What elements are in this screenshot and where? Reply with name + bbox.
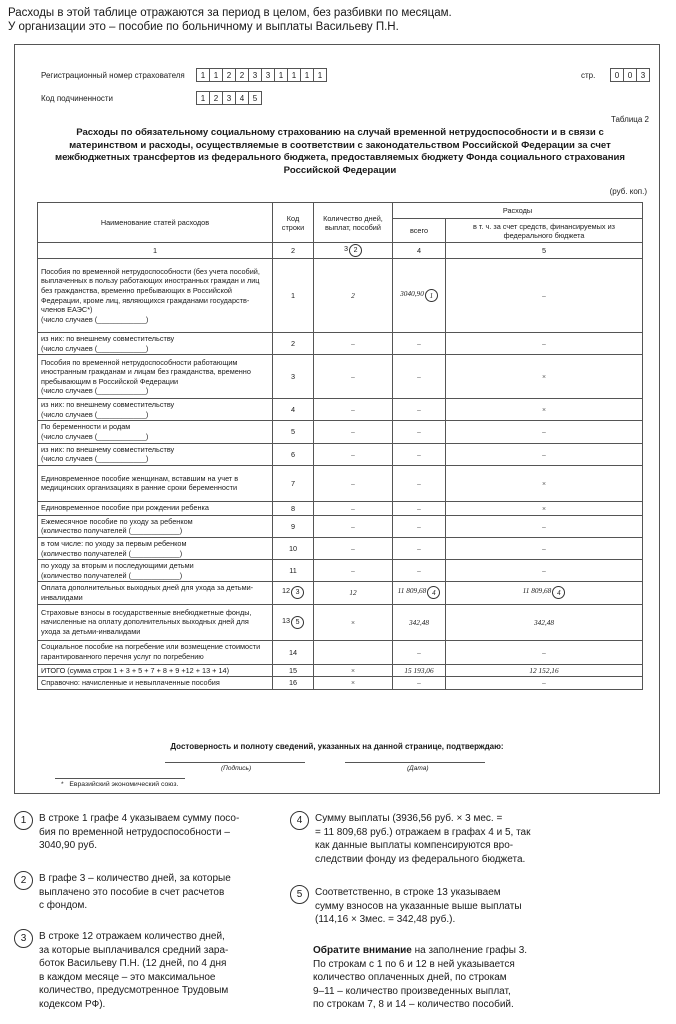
row-qty-text: – (351, 339, 355, 349)
row-federal-text: × (541, 405, 547, 415)
note-4-text: Сумму выплаты (3936,56 руб. × 3 мес. = = 11 809,68 руб.) отражаем в графах 4 и 5, так как данные выплаты компенсируются вpo- следствии фонду из федерального бюджета. (315, 813, 531, 865)
table-row (38, 560, 643, 582)
digit-cell: 1 (209, 68, 223, 82)
row-qty-text: – (351, 544, 355, 554)
badge-4: 4 (427, 586, 440, 599)
row-federal (446, 677, 643, 690)
row-qty (314, 421, 393, 443)
badge-5: 5 (291, 616, 304, 629)
row-name-text: Справочно: начисленные и невыплаченные пособия (41, 678, 220, 688)
row-code (273, 537, 314, 559)
table-row (38, 515, 643, 537)
row-total (393, 604, 446, 640)
footnote (61, 781, 178, 788)
row-qty-text: – (351, 427, 355, 437)
row-federal (446, 582, 643, 604)
row-total (393, 501, 446, 515)
signature-line (165, 762, 305, 763)
row-code-text: 11 (289, 566, 297, 576)
digit-cell: 2 (222, 68, 236, 82)
intro-line-2: У организации это – пособие по больничному и выплаты Васильеву П.Н. (8, 21, 399, 33)
row-federal (446, 537, 643, 559)
col-num-3 (314, 243, 393, 259)
note-5-badge: 5 (290, 885, 309, 904)
row-total (393, 355, 446, 399)
header-name: Наименование статей расходов (38, 203, 273, 243)
row-federal-text: – (542, 427, 546, 437)
badge-2: 2 (349, 244, 362, 257)
row-name (38, 677, 273, 690)
row-name (38, 604, 273, 640)
row-federal-text: × (541, 372, 547, 382)
row-total-text: – (417, 339, 421, 349)
row-name-text: из них: по внешнему совместительству (число случаев (____________) (41, 400, 175, 419)
row-code-text: 8 (290, 503, 296, 513)
row-name-text: в том числе: по уходу за первым ребенком (количество получателей (____________) (41, 538, 187, 558)
row-code (273, 443, 314, 465)
row-federal-text: 342,48 (533, 617, 555, 627)
row-code (273, 560, 314, 582)
row-code (273, 421, 314, 443)
footnote-divider (55, 778, 185, 779)
form-title: Расходы по обязательному социальному страхованию на случай временной нетрудоспособности и в связи с материнством и расходы, осуществляемые в соответствии с законодательством Российской Федерации за счет межбюджетных трансфертов из федерального бюджета, предоставляемых бюджету Фонда социального страхования Российской Федерации (55, 127, 625, 176)
row-name (38, 421, 273, 443)
header-expenses: Расходы (393, 203, 643, 219)
note-3-badge: 3 (14, 929, 33, 948)
row-name-text: ИТОГО (сумма строк 1 + 3 + 5 + 7 + 8 + 9 +12 + 13 + 14) (41, 665, 230, 675)
subordination-cells (197, 91, 262, 105)
row-total (393, 582, 446, 604)
row-qty (314, 537, 393, 559)
row-code-text: 15 (288, 665, 298, 675)
badge-3: 3 (291, 586, 304, 599)
row-total-text: 11 809,68 (397, 586, 427, 596)
row-federal (446, 399, 643, 421)
row-federal (446, 560, 643, 582)
row-name-text: по уходу за вторым и последующими детьми (количество получателей (____________) (41, 561, 194, 580)
row-code (273, 333, 314, 355)
row-code (273, 399, 314, 421)
row-name (38, 582, 273, 604)
digit-cell: 1 (196, 91, 210, 105)
table-row (38, 604, 643, 640)
row-code (273, 465, 314, 501)
row-code-text: 4 (290, 405, 296, 415)
row-name (38, 560, 273, 582)
row-code (273, 582, 314, 604)
table-row (38, 582, 643, 604)
row-name-text: Социальное пособие на погребение или возмещение стоимости гарантированного перечня услуг по погребению (41, 642, 261, 661)
row-qty (314, 259, 393, 333)
row-federal (446, 604, 643, 640)
row-federal (446, 664, 643, 677)
footnote-text: Евразийский экономический союз. (69, 781, 179, 788)
row-federal (446, 259, 643, 333)
row-total-text: – (417, 427, 421, 437)
table-row (38, 677, 643, 690)
note-2-badge: 2 (14, 871, 33, 890)
row-total-text: – (417, 405, 421, 415)
digit-cell: 0 (623, 68, 637, 82)
row-total (393, 677, 446, 690)
table-row (38, 421, 643, 443)
row-total-text: – (417, 521, 421, 531)
row-code-text: 10 (288, 544, 298, 554)
row-federal-text: – (542, 521, 546, 531)
note-3 (14, 930, 276, 1012)
row-name (38, 443, 273, 465)
digit-cell: 2 (209, 91, 223, 105)
note-2-text: В графе 3 – количество дней, за которые выплачено это пособие в счет расчетов с фондом. (39, 873, 231, 912)
badge-4: 4 (552, 586, 565, 599)
table-row (38, 355, 643, 399)
note-5 (290, 886, 670, 927)
row-code-text: 13 (281, 615, 291, 625)
row-code-text: 12 (281, 586, 291, 596)
row-name (38, 399, 273, 421)
table-row (38, 501, 643, 515)
row-name-text: По беременности и родам (число случаев (____________) (41, 422, 149, 441)
row-code (273, 515, 314, 537)
row-name-text: из них: по внешнему совместительству (число случаев (____________) (41, 444, 175, 464)
row-total (393, 399, 446, 421)
row-total-text: – (417, 449, 421, 459)
row-total (393, 640, 446, 664)
row-name-text: из них: по внешнему совместительству (число случаев (____________) (41, 334, 175, 353)
row-name (38, 465, 273, 501)
row-code (273, 677, 314, 690)
row-code-text: 9 (290, 521, 296, 531)
digit-cell: 1 (196, 68, 210, 82)
row-code (273, 640, 314, 664)
row-qty (314, 664, 393, 677)
row-qty-text: – (351, 372, 355, 382)
row-name (38, 640, 273, 664)
digit-cell: 3 (636, 68, 650, 82)
digit-cell: 1 (287, 68, 301, 82)
row-qty (314, 333, 393, 355)
row-code-text: 16 (288, 678, 298, 688)
row-total-text: – (417, 647, 421, 657)
row-federal-text: – (542, 544, 546, 554)
row-qty (314, 355, 393, 399)
row-federal (446, 333, 643, 355)
footnote-mark: * (61, 781, 64, 788)
row-qty (314, 604, 393, 640)
row-federal-text: × (541, 478, 547, 488)
attention-note (313, 944, 673, 1012)
row-name (38, 501, 273, 515)
row-total-text: 15 193,06 (404, 665, 434, 675)
row-qty (314, 443, 393, 465)
row-qty (314, 515, 393, 537)
note-1 (14, 812, 276, 853)
row-qty-text: – (351, 449, 355, 459)
row-total-text: – (417, 372, 421, 382)
row-qty-text: – (351, 521, 355, 531)
row-qty-text: – (351, 566, 355, 576)
col-num-4: 4 (393, 243, 446, 259)
col-num-2: 2 (273, 243, 314, 259)
col-num-5: 5 (446, 243, 643, 259)
row-qty-text: 2 (351, 291, 355, 300)
row-name-text: Пособия по временной нетрудоспособности (без учета пособий, выплаченных в пользу работающих иностранных граждан и лиц без гражданства, временно пребывающих в Российской Федерации, кроме лиц, являющихся гражданами государств-членов ЕАЭС*) (число случаев (____________) (41, 266, 260, 324)
row-name-text: Оплата дополнительных выходных дней для ухода за детьми-инвалидами (41, 583, 254, 602)
row-total (393, 664, 446, 677)
row-code (273, 501, 314, 515)
badge-1: 1 (425, 289, 438, 302)
row-name-text: Пособия по временной нетрудоспособности работающим иностранным гражданам и лицам без гражданства, временно пребывающим в Российской Федерации (число случаев (____________) (41, 357, 251, 396)
row-federal (446, 501, 643, 515)
digit-cell: 1 (300, 68, 314, 82)
row-qty (314, 501, 393, 515)
row-qty-text: × (350, 617, 356, 627)
digit-cell: 0 (610, 68, 624, 82)
row-code-text: 3 (290, 372, 296, 382)
row-code-text: 14 (288, 647, 298, 657)
col-num-3-text: 3 (343, 244, 349, 253)
row-total (393, 515, 446, 537)
row-qty-text: × (350, 665, 356, 675)
date-line (345, 762, 485, 763)
row-name-text: Единовременное пособие женщинам, вставшим на учет в медицинских организациях в ранние сроки беременности (41, 473, 239, 493)
row-federal-text: – (542, 566, 546, 576)
row-qty (314, 640, 393, 664)
table-number: Таблица 2 (610, 115, 649, 124)
digit-cell: 3 (261, 68, 275, 82)
attention-bold: Обратите внимание (313, 945, 412, 956)
row-federal (446, 421, 643, 443)
row-qty-text: – (351, 478, 355, 488)
row-code (273, 259, 314, 333)
row-code-text: 6 (290, 449, 296, 459)
row-federal (446, 355, 643, 399)
row-qty (314, 399, 393, 421)
row-code-text: 1 (290, 291, 296, 300)
row-federal (446, 640, 643, 664)
row-qty (314, 465, 393, 501)
row-code (273, 355, 314, 399)
row-total (393, 537, 446, 559)
row-code-text: 2 (290, 339, 296, 349)
row-code (273, 664, 314, 677)
row-total-text: – (417, 678, 421, 688)
note-1-text: В строке 1 графе 4 указываем сумму посо- бия по временной нетрудоспособности – 3040,90 руб. (39, 813, 240, 852)
digit-cell: 5 (248, 91, 262, 105)
subordination-label: Код подчиненности (41, 94, 114, 103)
col-num-1: 1 (38, 243, 273, 259)
row-code (273, 604, 314, 640)
table-row (38, 443, 643, 465)
row-qty-text: 12 (349, 588, 357, 598)
row-qty-text: × (350, 678, 356, 688)
expenses-table (37, 202, 643, 690)
row-total (393, 333, 446, 355)
note-2 (14, 872, 276, 913)
row-qty (314, 677, 393, 690)
row-total-text: – (417, 544, 421, 554)
row-code-text: 5 (290, 427, 296, 437)
row-total-text: – (417, 503, 421, 513)
note-1-badge: 1 (14, 811, 33, 830)
page-label: стр. (581, 71, 596, 80)
row-name (38, 537, 273, 559)
row-qty-text: – (351, 503, 355, 513)
row-name (38, 664, 273, 677)
date-caption: (Дата) (407, 765, 429, 772)
note-3-text: В строке 12 отражаем количество дней, за которые выплачивался средний зара- боток Васильеву П.Н. (12 дней, по 4 дня в каждом месяце – это максимальное количество, предусмотренное Трудовым кодексом РФ). (39, 931, 229, 1010)
row-total (393, 443, 446, 465)
form-page (14, 44, 660, 794)
row-federal (446, 515, 643, 537)
row-name (38, 515, 273, 537)
reg-number-cells (197, 68, 327, 82)
attention-text: на заполнение графы 3. По строкам с 1 по 6 и 12 в ней указывается количество оплаченных дней, по строкам 9–11 – количество произведенных выплат, по строкам 7, 8 и 14 – количество пособий. (313, 945, 528, 1011)
note-4 (290, 812, 670, 866)
signature-caption: (Подпись) (221, 765, 252, 772)
row-name (38, 355, 273, 399)
row-name-text: Страховые взносы в государственные внебюджетные фонды, начисленные на оплату дополнительных выходных дней для ухода за детьми-инвалидами (41, 607, 252, 636)
table-row (38, 664, 643, 677)
row-federal (446, 443, 643, 465)
row-federal (446, 465, 643, 501)
digit-cell: 4 (235, 91, 249, 105)
row-name (38, 333, 273, 355)
row-total-text: – (417, 478, 421, 488)
row-name-text: Единовременное пособие при рождении ребенка (41, 503, 209, 513)
intro-line-1: Расходы в этой таблице отражаются за период в целом, без разбивки по месяцам. (8, 7, 452, 19)
digit-cell: 2 (235, 68, 249, 82)
row-code-text: 7 (290, 478, 296, 488)
row-total (393, 560, 446, 582)
row-federal-text: – (542, 647, 546, 657)
row-qty-text: – (351, 405, 355, 415)
table-row (38, 399, 643, 421)
page-cells (611, 68, 650, 82)
table-row (38, 259, 643, 333)
digit-cell: 1 (274, 68, 288, 82)
row-qty (314, 582, 393, 604)
header-federal: в т. ч. за счет средств, финансируемых из федерального бюджета (446, 219, 643, 243)
row-federal-text: 11 809,68 (522, 586, 552, 596)
table-row (38, 465, 643, 501)
digit-cell: 3 (248, 68, 262, 82)
row-federal-text: × (541, 503, 547, 513)
row-total (393, 465, 446, 501)
table-row (38, 333, 643, 355)
row-total-text: 342,48 (408, 617, 430, 627)
row-federal-text: 12 152,16 (529, 665, 559, 675)
intro-text (8, 6, 452, 34)
note-5-text: Соответственно, в строке 13 указываем сумму взносов на указанные выше выплаты (114,16 × 3мес. = 342,48 руб.). (315, 887, 522, 926)
digit-cell: 1 (313, 68, 327, 82)
row-total-text: – (417, 566, 421, 576)
header-code: Код строки (273, 203, 314, 243)
row-total (393, 421, 446, 443)
units-label: (руб. коп.) (609, 187, 647, 196)
reg-number-label: Регистрационный номер страхователя (41, 71, 185, 80)
row-name-text: Ежемесячное пособие по уходу за ребенком (количество получателей (____________) (41, 516, 193, 536)
row-total-text: 3040,90 (400, 289, 424, 298)
table-row (38, 640, 643, 664)
table-row (38, 537, 643, 559)
attention-text-wrap (313, 944, 527, 1012)
row-name (38, 259, 273, 333)
note-4-badge: 4 (290, 811, 309, 830)
digit-cell: 3 (222, 91, 236, 105)
row-federal-text: – (542, 291, 546, 300)
row-total (393, 259, 446, 333)
header-qty: Количество дней, выплат, пособий (314, 203, 393, 243)
row-qty (314, 560, 393, 582)
row-federal-text: – (542, 339, 546, 349)
row-federal-text: – (542, 449, 546, 459)
confirmation-text: Достоверность и полноту сведений, указанных на данной странице, подтверждаю: (170, 742, 504, 751)
header-total: всего (393, 219, 446, 243)
row-federal-text: – (542, 678, 546, 688)
